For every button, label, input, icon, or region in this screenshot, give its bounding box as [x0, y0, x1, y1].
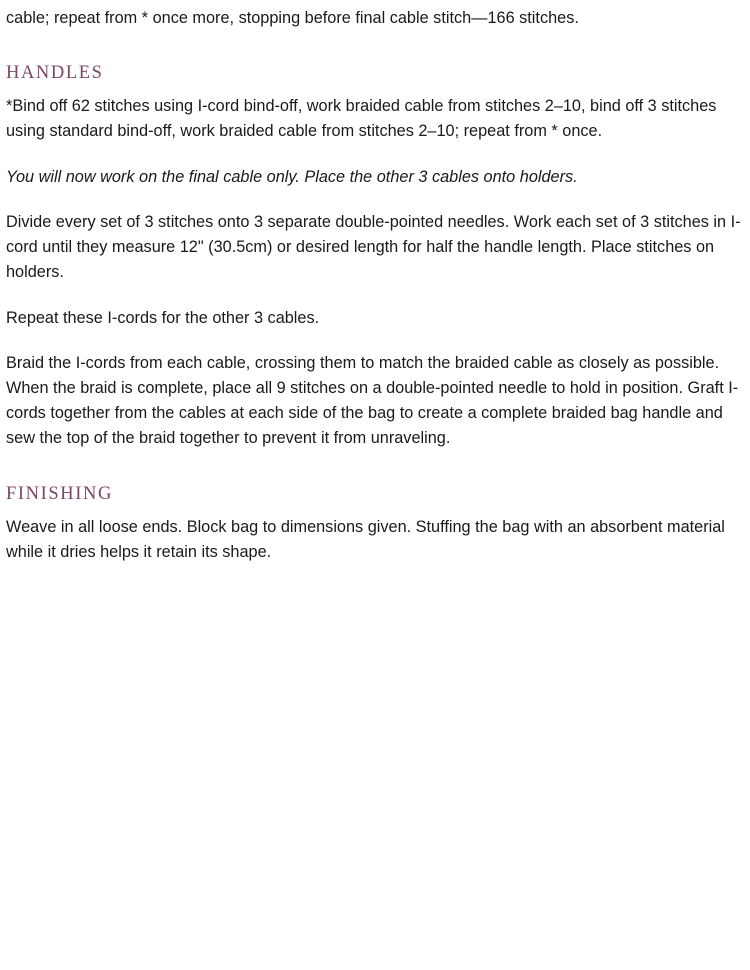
handles-paragraph-braid: Braid the I-cords from each cable, crossing them to match the braided cable as closely as possible. When the braid is complete, place all 9 stitches on a double-pointed needle to hold in position. Graft I-cords together from the cables at each side of the bag to create a complete braided bag handle and sew the top of the braid together to prevent it from unraveling. — [6, 354, 739, 447]
handles-paragraph-repeat-icords: Repeat these I-cords for the other 3 cables. — [6, 309, 320, 327]
handles-paragraph-bind-off: *Bind off 62 stitches using I-cord bind-off, work braided cable from stitches 2–10, bind off 3 stitches using standard bind-off, work braided cable from stitches 2–10; repeat from * once. — [6, 97, 717, 140]
handles-paragraph-divide-stitches: Divide every set of 3 stitches onto 3 separate double-pointed needles. Work each set of 3 stitches in I-cord until they measure 12" (30.5cm) or desired length for half the handle length. Place stitches on holders. — [6, 213, 741, 281]
handles-paragraph-final-cable-note: You will now work on the final cable only. Place the other 3 cables onto holders. — [6, 168, 578, 186]
handles-heading: HANDLES — [6, 63, 104, 83]
finishing-paragraph: Weave in all loose ends. Block bag to dimensions given. Stuffing the bag with an absorbent material while it dries helps it retain its shape. — [6, 518, 725, 561]
finishing-heading: FINISHING — [6, 484, 113, 504]
intro-paragraph: cable; repeat from * once more, stopping before final cable stitch—166 stitches. — [6, 9, 579, 27]
